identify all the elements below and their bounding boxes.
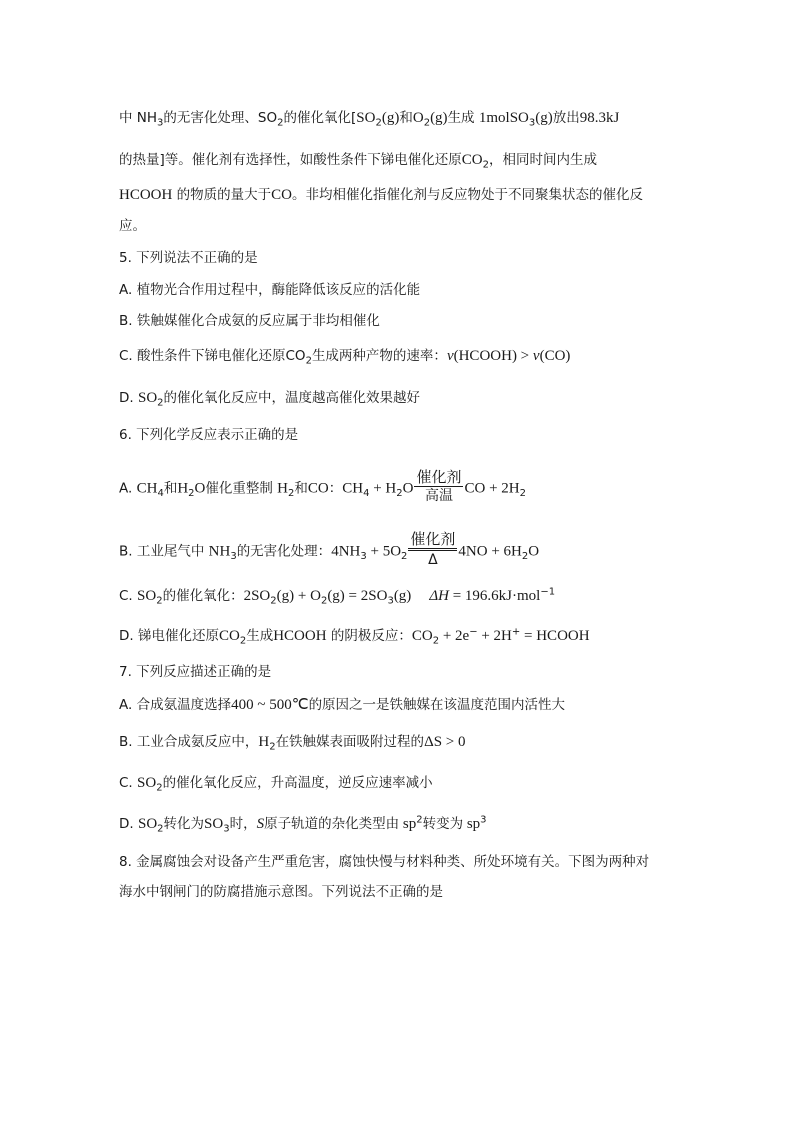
question-stem: 6. 下列化学反应表示正确的是 xyxy=(119,427,299,443)
question-stem: 8. 金属腐蚀会对设备产生严重危害，腐蚀快慢与材料种类、所处环境有关。下图为两种对 xyxy=(119,854,650,870)
formula: 4NO + 6H xyxy=(458,543,522,560)
formula: NH xyxy=(208,543,231,560)
formula: ΔS > 0 xyxy=(424,734,466,750)
option-label: A. xyxy=(119,480,137,497)
passage-line-4 xyxy=(119,216,694,236)
option-text: A. 合成氨温度选择 xyxy=(119,697,232,713)
q6-stem xyxy=(119,425,694,445)
formula: H xyxy=(177,480,189,497)
formula: v xyxy=(532,348,540,364)
option-text: 转变为 xyxy=(422,816,464,832)
passage-text: 生成 xyxy=(447,110,475,126)
formula: (g) xyxy=(535,110,553,126)
option-label: B. 工业尾气中 xyxy=(119,543,209,560)
formula: CO + 2H xyxy=(464,480,520,497)
option-label: C. xyxy=(119,588,138,604)
catalyst-label: 催化剂 xyxy=(410,530,456,548)
formula: CO xyxy=(411,628,433,644)
option-label: D. xyxy=(119,390,138,406)
formula: 4NH xyxy=(331,543,361,560)
formula: v xyxy=(446,348,454,364)
formula: SO xyxy=(137,588,157,604)
option-text: C. 酸性条件下锑电催化还原CO xyxy=(119,348,306,364)
option-text: B. 工业合成氨反应中， xyxy=(119,734,259,750)
formula: (g) xyxy=(381,110,400,126)
condition-label: Δ xyxy=(428,552,438,568)
q6-option-b: B. 工业尾气中 $NH_3$的无害化处理：$4NH_3 + 5O_2$ $\frac{\text{催化剂}}{\Delta}$ $4NO + 6H_2O$ xyxy=(119,530,540,568)
passage-line-1: 中 $NH_3$的无害化处理、$SO_2$的催化氧化[$SO_2(g)$和$O_2(g)$生成 1molSO$_3$(g)放出98.3kJ xyxy=(119,110,620,129)
passage-text: ，相同时间内生成 xyxy=(489,152,597,168)
q8-stem-line-2 xyxy=(119,882,694,902)
passage-text: 放出 xyxy=(552,110,580,126)
formula: 1molSO xyxy=(478,110,529,126)
option-text: 的催化氧化反应，升高温度，逆反应速率减小 xyxy=(162,775,433,791)
catalyst-label: 催化剂 xyxy=(416,468,462,486)
option-text: 和 xyxy=(163,480,178,497)
formula: = 196.6kJ·mol xyxy=(448,588,541,604)
formula: SO xyxy=(137,390,158,406)
formula: 400 ~ 500℃ xyxy=(231,697,309,713)
q5-option-d: D. $SO_2$的催化氧化反应中，温度越高催化效果越好 xyxy=(119,390,421,409)
option-text: 的催化氧化反应中，温度越高催化效果越好 xyxy=(163,390,421,406)
option-text: B. 铁触媒催化合成氨的反应属于非均相催化 xyxy=(119,313,380,329)
formula: + H xyxy=(369,480,397,497)
option-text: 生成 xyxy=(246,628,274,644)
formula: H xyxy=(258,734,270,750)
formula: SO xyxy=(204,816,224,832)
q7-option-d: D. $SO_2$转化为$SO_3$时，S原子轨道的杂化类型由 $sp^2$转变为 $sp^3$ xyxy=(119,814,487,835)
q5-option-b xyxy=(119,311,694,331)
formula: = HCOOH xyxy=(520,628,590,644)
formula: CO xyxy=(218,628,240,644)
q5-option-a xyxy=(119,280,694,300)
superscript: − xyxy=(469,626,478,638)
passage-text: 和 xyxy=(399,110,413,126)
question-stem: 海水中钢闸门的防腐措施示意图。下列说法不正确的是 xyxy=(119,884,443,900)
formula: (CO) xyxy=(539,348,571,364)
option-text: 催化重整制 xyxy=(205,480,278,497)
formula: (g) + O xyxy=(276,588,321,604)
formula: + 2e xyxy=(439,628,470,644)
formula: CO xyxy=(461,152,483,168)
formula: SO xyxy=(137,816,158,832)
q6-option-c: C. $SO_2$的催化氧化：$2SO_2(g) + O_2(g) = 2SO_3(g) \Delta H = 196.6kJ\cdot mol^{-1}$ xyxy=(119,586,556,607)
option-text: 和 xyxy=(294,480,308,497)
question-stem: 7. 下列反应描述正确的是 xyxy=(119,664,272,680)
option-text: ： xyxy=(328,480,343,497)
formula: + 5O xyxy=(366,543,402,560)
formula: + 2H xyxy=(477,628,512,644)
passage-text: 中 NH xyxy=(119,110,158,126)
formula: CO xyxy=(271,187,292,203)
formula: (g) xyxy=(393,588,412,604)
formula: SO xyxy=(356,110,376,126)
formula: O xyxy=(528,543,540,560)
superscript: −1 xyxy=(540,586,556,598)
formula: 2SO xyxy=(243,588,271,604)
formula: CH xyxy=(136,480,158,497)
q7-option-a xyxy=(119,695,694,715)
formula: SO xyxy=(137,775,157,791)
option-text: 的催化氧化： xyxy=(162,588,244,604)
reaction-arrow-condition xyxy=(414,468,463,505)
option-text: 时， xyxy=(229,816,257,832)
option-text: 原子轨道的杂化类型由 xyxy=(264,816,400,832)
formula: (HCOOH) > xyxy=(453,348,533,364)
q5-option-c: C. 酸性条件下锑电催化还原$CO_2$生成两种产物的速率：v(HCOOH) > v(CO) xyxy=(119,348,571,367)
formula: CH xyxy=(342,480,364,497)
formula: HCOOH xyxy=(273,628,327,644)
reaction-arrow-condition xyxy=(408,530,457,569)
formula: H xyxy=(277,480,289,497)
formula: sp xyxy=(463,816,481,832)
q6-option-a: A. $CH_4$和$H_2O$催化重整制 $H_2$和CO：$CH_4 + H_2O$ $\frac{\text{催化剂}}{\text{高温}}$ CO + $2H_2$ xyxy=(119,468,526,504)
q7-option-c: C. $SO_2$的催化氧化反应，升高温度，逆反应速率减小 xyxy=(119,775,433,794)
passage-line-3 xyxy=(119,185,694,205)
formula: S xyxy=(256,816,265,832)
option-text: A. 植物光合作用过程中，酶能降低该反应的活化能 xyxy=(119,282,421,298)
formula: (g) = 2SO xyxy=(327,588,388,604)
passage-text: 。非均相催化指催化剂与反应物处于不同聚集状态的催化反 xyxy=(291,187,643,203)
q5-stem xyxy=(119,248,694,268)
passage-text: 的热量]等。催化剂有选择性，如酸性条件下锑电催化还原 xyxy=(119,152,462,168)
formula: CO xyxy=(307,480,329,497)
option-text: 在铁触媒表面吸附过程的 xyxy=(275,734,425,750)
passage-text: 应。 xyxy=(119,218,146,234)
option-text: D. 锑电催化还原 xyxy=(119,628,219,644)
formula: HCOOH xyxy=(119,187,173,203)
condition-label: 高温 xyxy=(424,488,453,504)
question-stem: 5. 下列说法不正确的是 xyxy=(119,250,258,266)
passage-text: 的物质的量大于 xyxy=(172,187,272,203)
option-text: 的无害化处理： xyxy=(236,543,332,560)
passage-text: 的催化氧化[ xyxy=(283,110,357,126)
formula: O xyxy=(412,110,424,126)
superscript: + xyxy=(511,626,521,638)
option-label: D. xyxy=(119,816,138,832)
formula: ΔH xyxy=(429,588,449,604)
option-label: C. xyxy=(119,775,138,791)
q7-option-b: B. 工业合成氨反应中，$H_2$在铁触媒表面吸附过程的ΔS > 0 xyxy=(119,734,466,753)
option-text: 的阴极反应： xyxy=(326,628,412,644)
option-text: 转化为 xyxy=(163,816,205,832)
q7-stem xyxy=(119,662,694,682)
q6-option-d: D. 锑电催化还原$CO_2$生成HCOOH 的阴极反应：$CO_2 + 2e^- + 2H^+$ = HCOOH xyxy=(119,626,590,647)
formula: O xyxy=(194,480,206,497)
formula: O xyxy=(402,480,414,497)
option-text: 生成两种产物的速率： xyxy=(311,348,447,364)
formula: (g) xyxy=(430,110,448,126)
option-text: 的原因之一是铁触媒在该温度范围内活性大 xyxy=(308,697,566,713)
formula: 98.3kJ xyxy=(579,110,620,126)
passage-line-2: 的热量]等。催化剂有选择性，如酸性条件下锑电催化还原$CO_2$，相同时间内生成 xyxy=(119,152,597,171)
formula: sp xyxy=(399,816,417,832)
q8-stem-line-1 xyxy=(119,852,694,872)
passage-text: 的无害化处理、SO xyxy=(163,110,278,126)
